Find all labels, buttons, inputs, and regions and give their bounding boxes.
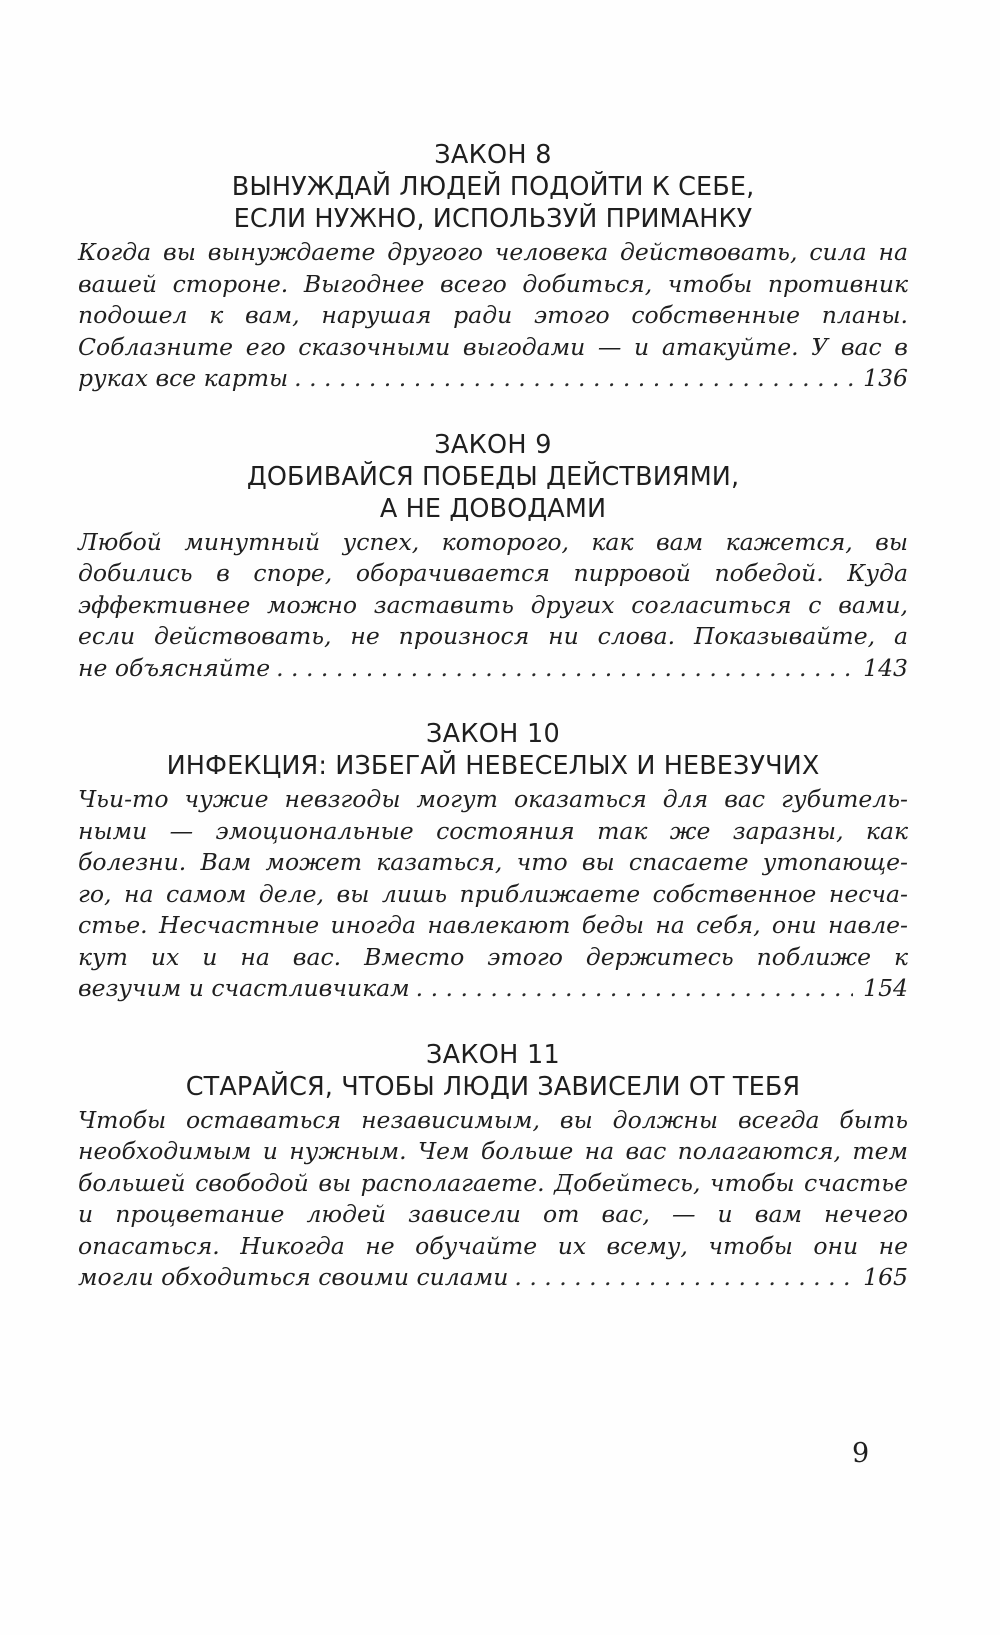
description-line: опасаться. Никогда не обучайте их всему, чтобы они не [78,1231,908,1260]
law-title-line: ЕСЛИ НУЖНО, ИСПОЛЬЗУЙ ПРИМАНКУ [233,204,753,234]
description-line: кут их и на вас. Вместо этого держитесь поближе к [78,942,908,971]
law-title-line: ВЫНУЖДАЙ ЛЮДЕЙ ПОДОЙТИ К СЕБЕ, [231,172,755,202]
law-entry [78,1039,908,1294]
toc-column [78,139,908,1328]
description-line: Когда вы вынуждаете другого человека действовать, сила на [78,238,908,266]
toc-page-number: 143 [863,653,908,682]
description-line: болезни. Вам может казаться, что вы спасаете утопающе- [78,848,908,876]
description-line: Любой минутный успех, которого, как вам кажется, вы [78,527,908,556]
description-last-line: не объясняйте [78,653,271,682]
description-line: добились в споре, оборачивается пирровой победой. Куда [78,559,908,587]
description-line: подошел к вам, нарушая ради этого собственные планы. [78,301,908,329]
description-line: стье. Несчастные иногда навлекают беды на себя, они навле- [78,911,908,939]
description-last-line: везучим и счастливчикам [78,974,410,1002]
law-title-line: ИНФЕКЦИЯ: ИЗБЕГАЙ НЕВЕСЕЛЫХ И НЕВЕЗУЧИХ [166,751,820,781]
toc-line[interactable] [78,653,908,685]
dot-leader [294,363,853,395]
law-description [78,784,908,1005]
toc-line[interactable] [78,973,908,1005]
law-description [78,527,908,685]
page-number: 9 [852,1438,870,1469]
law-title-line: А НЕ ДОВОДАМИ [379,493,607,524]
law-number: ЗАКОН 10 [425,719,561,749]
toc-page-number: 154 [863,974,908,1002]
description-line: Чьи-то чужие невзгоды могут оказаться для вас губитель- [78,785,908,813]
law-number: ЗАКОН 9 [434,429,552,460]
dot-leader [276,653,853,685]
description-line: необходимым и нужным. Чем больше на вас полагаются, тем [78,1137,908,1165]
law-entry [78,429,908,685]
description-line: если действовать, не произнося ни слова. Показывайте, а [78,622,908,650]
toc-line[interactable] [78,1262,908,1294]
dot-leader [514,1262,853,1294]
law-description [78,237,908,395]
description-last-line: могли обходиться своими силами [78,1263,509,1291]
law-entry [78,718,908,1005]
toc-line[interactable] [78,363,908,395]
description-line: ными — эмоциональные состояния так же заразны, как [78,816,908,845]
law-number: ЗАКОН 11 [425,1039,561,1070]
toc-page-number: 136 [863,364,908,392]
law-title-line: СТАРАЙСЯ, ЧТОБЫ ЛЮДИ ЗАВИСЕЛИ ОТ ТЕБЯ [185,1071,801,1102]
description-line: большей свободой вы располагаете. Добейтесь, чтобы счастье [78,1168,908,1197]
description-line: и процветание людей зависели от вас, — и вам нечего [78,1200,908,1228]
description-line: го, на самом деле, вы лишь приближаете собственное несча- [78,879,908,908]
description-line: Чтобы оставаться независимым, вы должны всегда быть [78,1105,908,1134]
description-line: эффективнее можно заставить других согласиться с вами, [78,590,908,619]
description-last-line: руках все карты [78,364,289,392]
toc-page-number: 165 [863,1263,908,1291]
dot-leader [416,973,854,1005]
law-description [78,1105,908,1294]
law-entry [78,139,908,395]
description-line: вашей стороне. Выгоднее всего добиться, чтобы противник [78,269,908,298]
description-line: Соблазните его сказочными выгодами — и атакуйте. У вас в [78,332,908,361]
law-title-line: ДОБИВАЙСЯ ПОБЕДЫ ДЕЙСТВИЯМИ, [246,461,740,492]
law-number: ЗАКОН 8 [434,140,552,170]
